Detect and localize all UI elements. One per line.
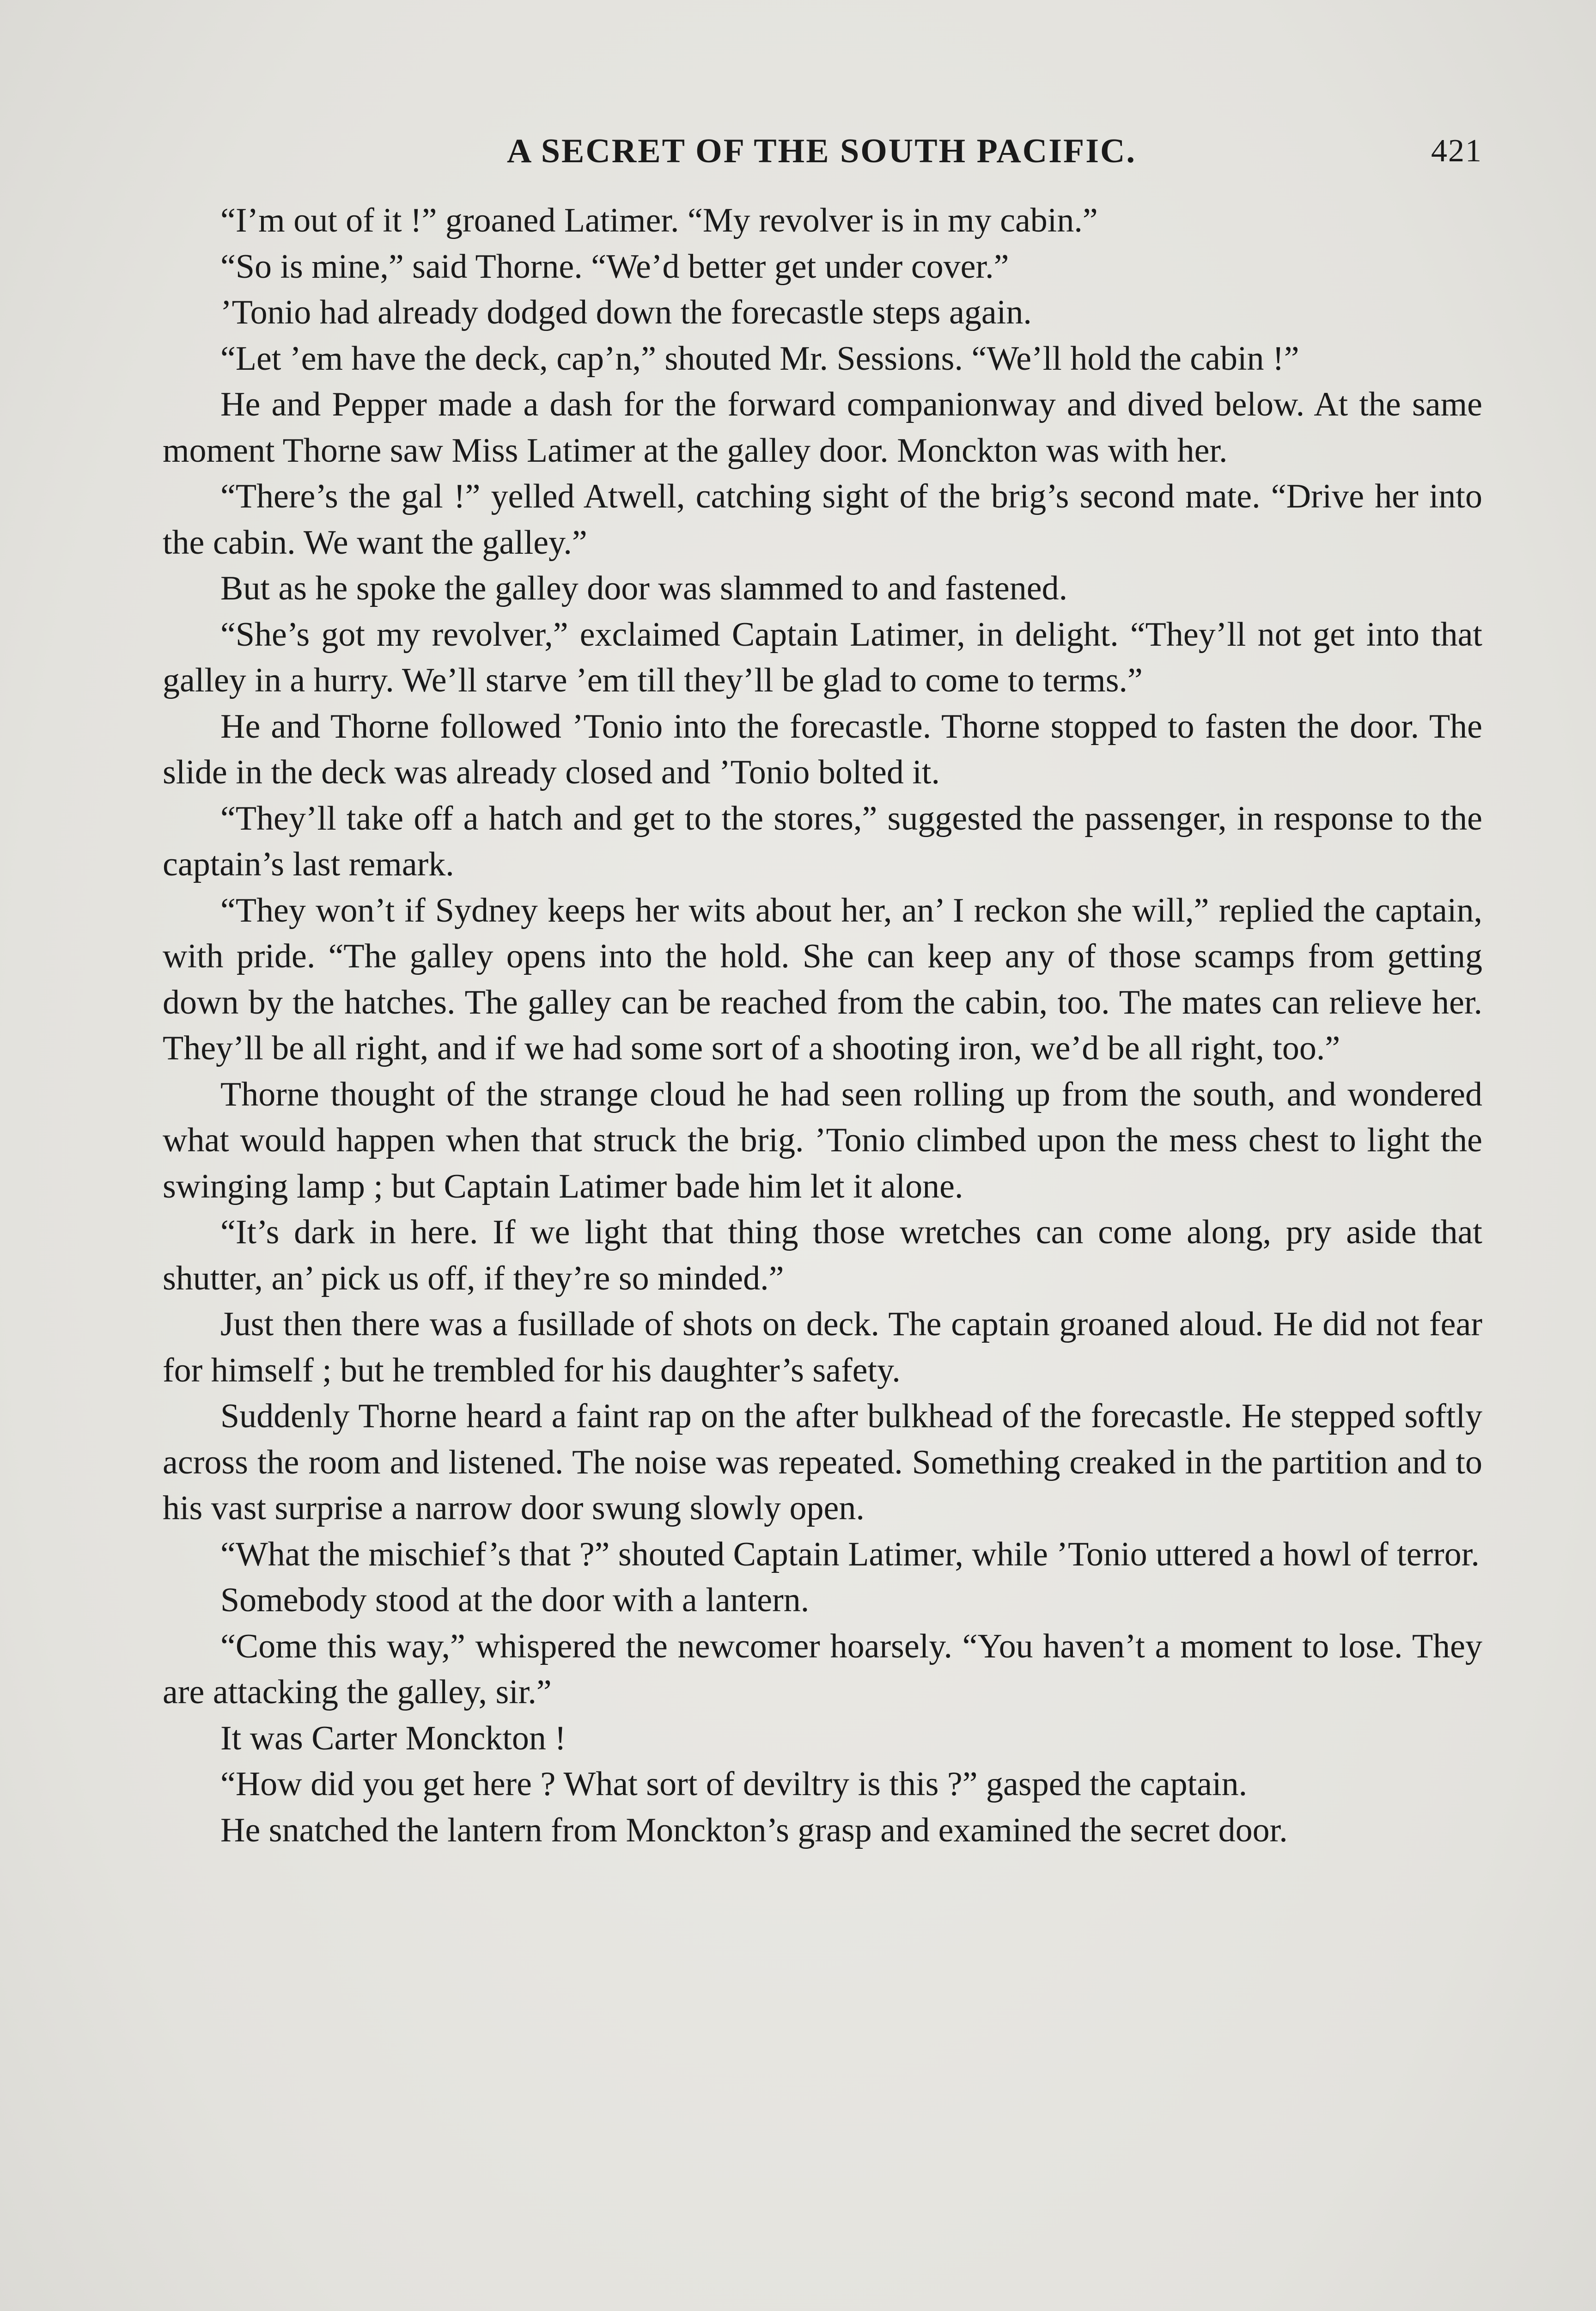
paragraph-12: Thorne thought of the strange cloud he had seen rolling up from the south, and wondered what would happen when that struck the brig. ’Tonio climbed upon the mess chest to light the swinging lamp ; but Captain Latimer bade him let it alone. [163,1075,1482,1205]
running-head [161,126,1482,177]
paragraph-3: ’Tonio had already dodged down the forecastle steps again. [220,293,1032,331]
paragraph-17: Somebody stood at the door with a lantern. [220,1581,810,1619]
paragraph-14: Just then there was a fusillade of shots on deck. The captain groaned aloud. He did not fear for himself ; but he trembled for his daughter’s safety. [163,1305,1482,1389]
paragraph-7: But as he spoke the galley door was slammed to and fastened. [220,569,1068,607]
paragraph-21: He snatched the lantern from Monckton’s grasp and examined the secret door. [220,1811,1288,1849]
paragraph-1: “I’m out of it !” groaned Latimer. “My revolver is in my cabin.” [220,202,1098,239]
paragraph-20: “How did you get here ? What sort of deviltry is this ?” gasped the captain. [220,1765,1248,1803]
paragraph-16: “What the mischief’s that ?” shouted Captain Latimer, while ’Tonio uttered a howl of terror. [220,1535,1480,1573]
paragraph-5: He and Pepper made a dash for the forward companionway and dived below. At the same moment Thorne saw Miss Latimer at the galley door. Monckton was with her. [163,385,1482,470]
paragraph-9: He and Thorne followed ’Tonio into the forecastle. Thorne stopped to fasten the door. The slide in the deck was already closed and ’Tonio bolted it. [163,707,1482,791]
page-number: 421 [1431,133,1482,169]
paragraph-13: “It’s dark in here. If we light that thing those wretches can come along, pry aside that shutter, an’ pick us off, if they’re so minded.” [163,1213,1482,1297]
paragraph-18: “Come this way,” whispered the newcomer hoarsely. “You haven’t a moment to lose. They are attacking the galley, sir.” [163,1627,1482,1711]
paragraph-4: “Let ’em have the deck, cap’n,” shouted Mr. Sessions. “We’ll hold the cabin !” [220,339,1299,378]
running-title: A SECRET OF THE SOUTH PACIFIC. [507,132,1136,170]
paragraph-6: “There’s the gal !” yelled Atwell, catching sight of the brig’s second mate. “Drive her into the cabin. We want the galley.” [163,477,1482,562]
paragraph-2: “So is mine,” said Thorne. “We’d better get under cover.” [220,247,1009,286]
paragraph-15: Suddenly Thorne heard a faint rap on the after bulkhead of the forecastle. He stepped softly across the room and listened. The noise was repeated. Something creaked in the partition and to his vast surprise a narrow door swung slowly open. [163,1397,1482,1527]
paragraph-11: “They won’t if Sydney keeps her wits about her, an’ I reckon she will,” replied the captain, with pride. “The galley opens into the hold. She can keep any of those scamps from getting down by the hatches. The galley can be reached from the cabin, too. The mates can relieve her. They’ll be all right, and if we had some sort of a shooting iron, we’d be all right, too.” [163,891,1482,1067]
paragraph-19: It was Carter Monckton ! [220,1719,567,1757]
paragraph-8: “She’s got my revolver,” exclaimed Captain Latimer, in delight. “They’ll not get into that galley in a hurry. We’ll starve ’em till they’ll be glad to come to terms.” [163,615,1482,699]
paragraph-10: “They’ll take off a hatch and get to the stores,” suggested the passenger, in response to the captain’s last remark. [163,799,1482,883]
body-text [163,198,1482,1853]
